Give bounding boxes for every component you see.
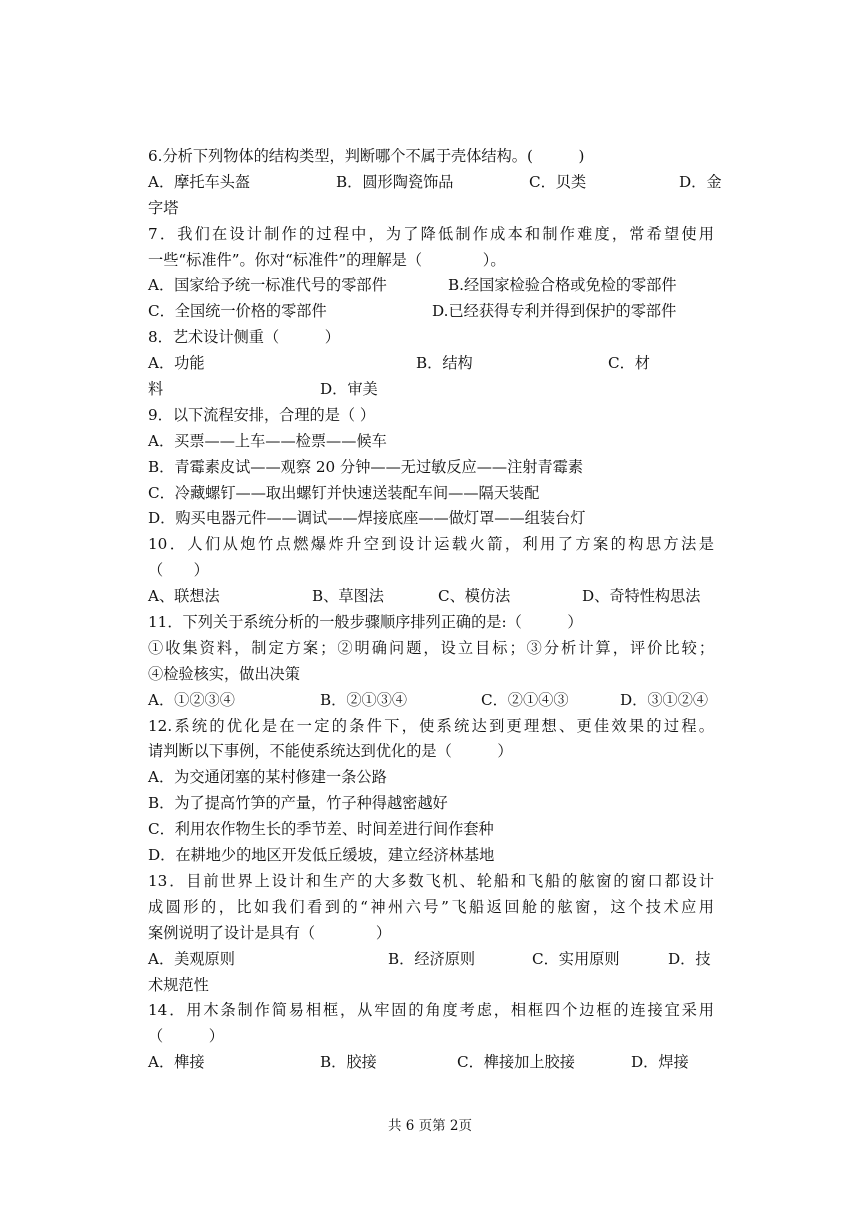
question-10-options [148, 584, 714, 610]
question-11-option-a: A．①②③④ [148, 690, 235, 709]
question-14-options [148, 1050, 714, 1076]
question-10-option-c: C、模仿法 [438, 587, 511, 606]
question-6-option-d-cont: 字塔 [148, 198, 179, 217]
question-11-stem: 11．下列关于系统分析的一般步骤顺序排列正确的是:（ ） [148, 613, 583, 632]
question-13-stem-line-2: 成圆形的，比如我们看到的“神州六号”飞船返回舱的舷窗，这个技术应用 [148, 897, 714, 916]
question-14-option-c: C．榫接加上胶接 [457, 1053, 575, 1072]
question-list [148, 144, 722, 1076]
question-10-option-d: D、奇特性构思法 [582, 587, 701, 606]
question-11-option-d: D．③①②④ [620, 690, 709, 709]
question-9-option-a: A．买票——上车——检票——候车 [148, 431, 387, 450]
question-6-option-a: A．摩托车头盔 [148, 172, 251, 191]
question-13-option-d-cont: 术规范性 [148, 975, 209, 994]
question-7-option-a: A．国家给予统一标准代号的零部件 [148, 276, 387, 295]
question-7-stem-line-1: 7．我们在设计制作的过程中，为了降低制作成本和制作难度，常希望使用 [148, 224, 714, 243]
question-9-option-c: C．冷藏螺钉——取出螺钉并快速送装配车间——隔天装配 [148, 483, 540, 502]
question-13-stem-line-1: 13．目前世界上设计和生产的大多数飞机、轮船和飞船的舷窗的窗口都设计 [148, 871, 714, 890]
question-8-option-b: B．结构 [416, 354, 473, 373]
question-8-option-d: D．审美 [320, 380, 378, 399]
question-7-options-row-2 [148, 299, 714, 325]
question-9-option-b: B．青霉素皮试——观察 20 分钟——无过敏反应——注射青霉素 [148, 457, 584, 476]
page-footer: 共 6 页第 2页 [387, 1118, 473, 1134]
question-14-option-a: A．榫接 [148, 1053, 205, 1072]
question-12-stem-line-1: 12.系统的优化是在一定的条件下，使系统达到更理想、更佳效果的过程。 [148, 716, 714, 735]
question-14-option-d: D．焊接 [631, 1053, 689, 1072]
question-13-options [148, 947, 714, 973]
question-8-options [148, 351, 714, 377]
question-6-options [148, 170, 722, 196]
question-12-option-b: B．为了提高竹笋的产量，竹子种得越密越好 [148, 794, 448, 813]
question-11-option-c: C．②①④③ [481, 690, 569, 709]
question-6-stem: 6.分析下列物体的结构类型，判断哪个不属于壳体结构。( ) [148, 147, 585, 165]
question-7-stem-line-2: 一些“标准件”。你对“标准件”的理解是（ ）。 [148, 250, 506, 269]
question-14-stem-line-1: 14．用木条制作简易相框，从牢固的角度考虑，相框四个边框的连接宜采用 [148, 1001, 714, 1020]
question-11-steps-line-1: ①收集资料，制定方案；②明确问题，设立目标；③分析计算，评价比较； [148, 638, 714, 657]
question-10-option-a: A、联想法 [148, 587, 220, 606]
question-8-option-c-cont: 料 [148, 380, 164, 399]
question-12-option-a: A．为交通闭塞的某村修建一条公路 [148, 768, 387, 787]
question-9-option-d: D．购买电器元件——调试——焊接底座——做灯罩——组装台灯 [148, 509, 586, 528]
question-14-stem-line-2: （ ） [148, 1027, 224, 1046]
question-7-option-c: C．全国统一价格的零部件 [148, 302, 327, 321]
question-13-option-a: A．美观原则 [148, 949, 235, 968]
question-13-stem-line-3: 案例说明了设计是具有（ ） [148, 923, 391, 942]
question-6-option-c: C．贝类 [529, 172, 587, 191]
question-13-option-b: B．经济原则 [388, 949, 476, 968]
question-12-option-d: D．在耕地少的地区开发低丘缓坡，建立经济林基地 [148, 846, 495, 865]
question-7-options-row-1 [148, 273, 714, 299]
question-12-option-c: C．利用农作物生长的季节差、时间差进行间作套种 [148, 820, 494, 839]
question-11-options [148, 688, 714, 714]
question-10-option-b: B、草图法 [312, 587, 384, 606]
question-8-stem: 8．艺术设计侧重（ ） [148, 328, 340, 347]
question-12-stem-line-2: 请判断以下事例，不能使系统达到优化的是（ ） [148, 742, 513, 761]
question-10-stem-line-2: （ ） [148, 561, 209, 580]
question-7-option-b: B.经国家检验合格或免检的零部件 [448, 276, 677, 295]
question-7-option-d: D.已经获得专利并得到保护的零部件 [432, 302, 677, 321]
question-6-option-d: D．金 [679, 172, 722, 191]
question-11-steps-line-2: ④检验核实，做出决策 [148, 664, 300, 683]
question-8-option-c: C．材 [608, 354, 650, 373]
question-11-option-b: B．②①③④ [320, 690, 408, 709]
question-10-stem-line-1: 10．人们从炮竹点燃爆炸升空到设计运载火箭，利用了方案的构思方法是 [148, 535, 714, 554]
question-6-option-b: B．圆形陶瓷饰品 [336, 172, 454, 191]
question-13-option-c: C．实用原则 [532, 949, 620, 968]
question-13-option-d: D．技 [668, 949, 711, 968]
question-8-option-a: A．功能 [148, 354, 205, 373]
question-14-option-b: B．胶接 [320, 1053, 377, 1072]
question-8-options-row-2 [148, 377, 714, 403]
question-9-stem: 9．以下流程安排，合理的是（ ） [148, 405, 376, 424]
